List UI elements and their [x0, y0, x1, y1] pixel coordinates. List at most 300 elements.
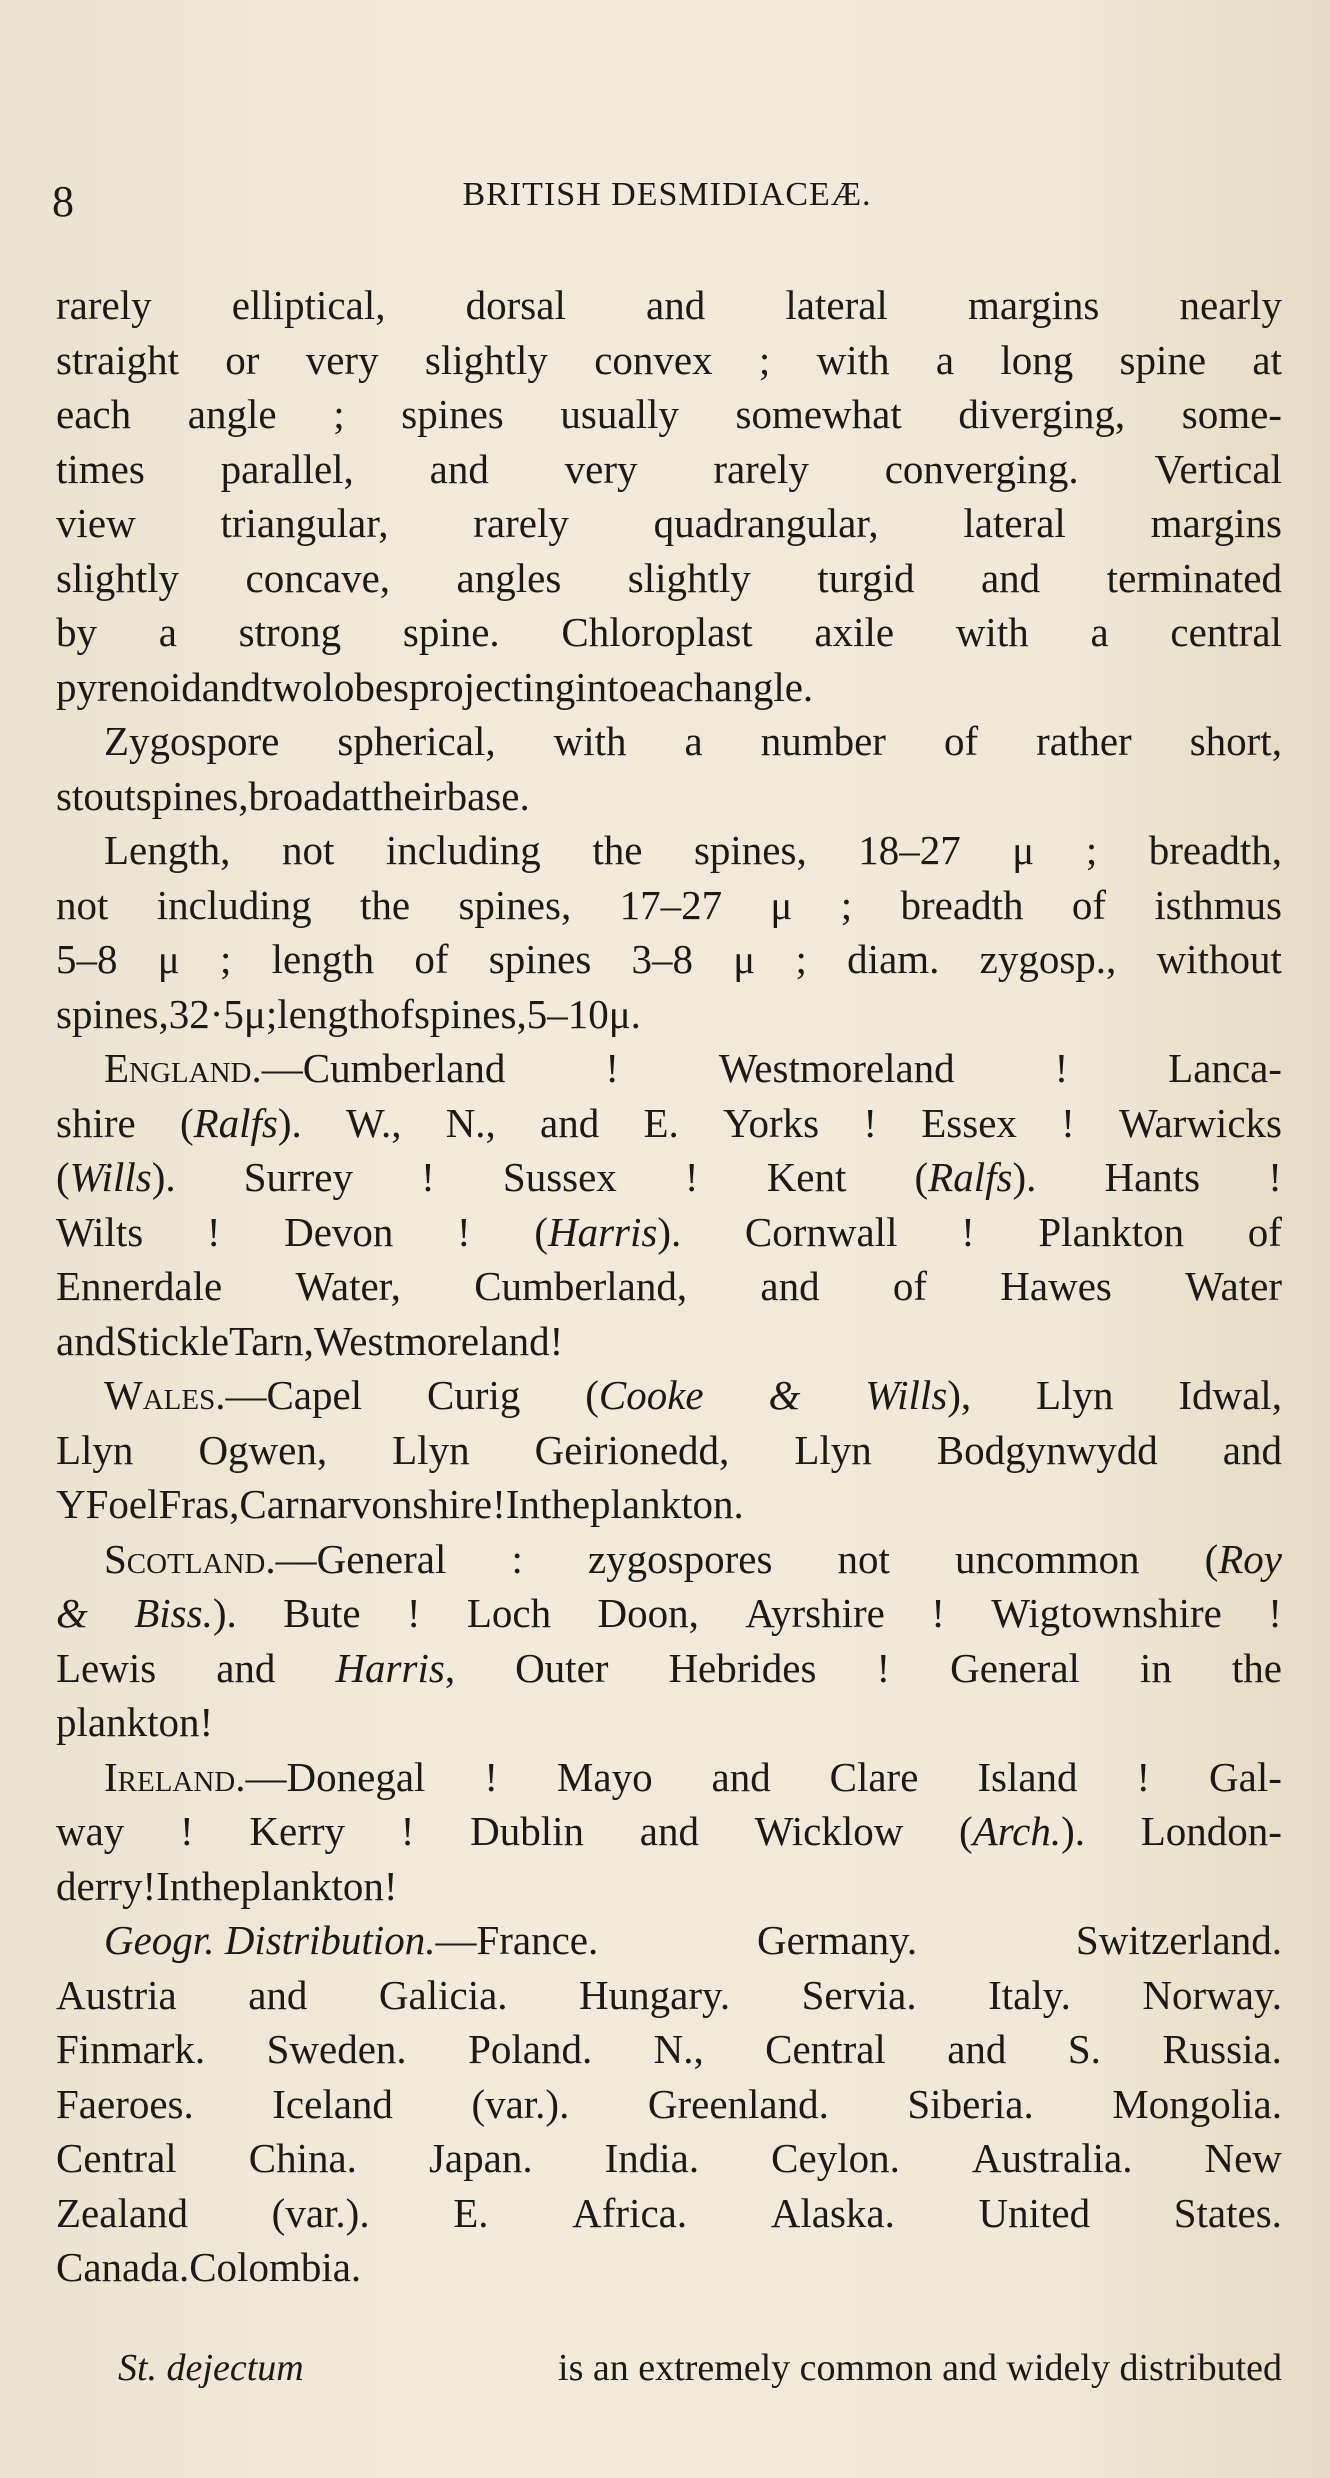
word: slightly: [424, 336, 548, 383]
word: Bute: [283, 1590, 361, 1636]
text-line: [56, 932, 1282, 987]
word: of: [1071, 881, 1106, 928]
section-heading: Geogr. Distribution.: [104, 1917, 436, 1963]
word: by: [56, 609, 97, 655]
word: of: [1247, 1208, 1282, 1255]
word: Hungary.: [579, 1971, 731, 2018]
word: lobes: [322, 663, 409, 710]
word: &: [768, 1372, 801, 1418]
word: base.: [446, 772, 530, 819]
word: Llyn: [392, 1426, 470, 1473]
word: General: [950, 1644, 1080, 1691]
word: Chloroplast: [561, 609, 753, 655]
word: angle: [187, 391, 277, 437]
word: !: [142, 1862, 157, 1909]
word: E.: [453, 2189, 489, 2236]
word: Australia.: [971, 2135, 1133, 2181]
word: rarely: [473, 500, 569, 546]
word: zygosp.,: [979, 936, 1117, 982]
word: in: [1139, 1644, 1172, 1691]
text-line: [56, 1586, 1282, 1641]
text-line: [56, 2240, 1282, 2295]
text-line: [56, 987, 1282, 1042]
word: Galicia.: [378, 1971, 508, 2018]
word: (Wills).: [56, 1154, 176, 1200]
word: ;: [840, 881, 853, 928]
section-heading: Scotland.: [104, 1535, 276, 1582]
word: zygospores: [587, 1535, 773, 1582]
word: Mayo: [556, 1753, 653, 1800]
word: of: [379, 990, 414, 1037]
word: Water,: [295, 1263, 401, 1309]
word: and: [1222, 1426, 1282, 1473]
word: spines: [488, 936, 592, 982]
word: some-: [1181, 391, 1282, 437]
heading-group: [104, 1913, 598, 1968]
word: Iceland: [272, 2080, 393, 2127]
word: μ: [243, 990, 266, 1037]
word: (Arch.).: [959, 1808, 1086, 1854]
word: Finmark.: [56, 2026, 206, 2072]
section-heading: Ireland.: [104, 1753, 246, 1800]
text-line: [56, 1368, 1282, 1423]
word: rarely: [713, 445, 809, 492]
word: N.,: [445, 1099, 496, 1146]
word: not: [56, 881, 109, 928]
word: diverging,: [958, 391, 1126, 437]
text-line: [56, 769, 1282, 824]
word: Warwicks: [1119, 1099, 1282, 1146]
word: Canada.: [56, 2244, 190, 2290]
paragraph-ireland: [56, 1750, 1282, 1914]
heading-group: [104, 1532, 446, 1587]
word: Greenland.: [647, 2080, 829, 2127]
word: and: [947, 2026, 1007, 2072]
word: In: [156, 1862, 191, 1909]
word: the: [360, 881, 411, 928]
word: Foel: [85, 1481, 159, 1527]
word: and: [646, 282, 706, 328]
word: Wicklow: [754, 1808, 904, 1854]
word: !: [876, 1644, 891, 1691]
word: Harris,: [335, 1644, 456, 1691]
word: lateral: [785, 282, 888, 328]
word: Wigtownshire: [991, 1590, 1222, 1636]
word: and: [248, 1971, 308, 2018]
text-line: [56, 2022, 1282, 2077]
text-line: [56, 878, 1282, 933]
word: (var.).: [271, 2189, 370, 2236]
word: !: [863, 1099, 878, 1146]
word: —France.: [435, 1917, 599, 1963]
word: and: [540, 1099, 600, 1146]
word: very: [564, 445, 638, 492]
word: Cornwall: [744, 1208, 898, 1255]
word: India.: [604, 2135, 700, 2181]
word: Africa.: [572, 2189, 688, 2236]
word: Yorks: [723, 1099, 820, 1146]
text-line: [56, 1150, 1282, 1205]
word: !: [383, 1862, 398, 1909]
word: Clare: [829, 1753, 919, 1800]
word: Sweden.: [266, 2026, 407, 2072]
word: spines,: [56, 990, 169, 1037]
text-line: [56, 1695, 1282, 1750]
word: of: [892, 1263, 928, 1309]
word: Central: [56, 2135, 177, 2181]
word: breadth,: [1148, 827, 1282, 873]
word: spherical,: [337, 718, 496, 764]
word: !: [180, 1808, 194, 1854]
word: length: [277, 990, 380, 1037]
word: Italy.: [988, 1971, 1071, 2018]
word: Sussex: [502, 1154, 617, 1200]
word: Norway.: [1142, 1971, 1282, 2018]
word: Zealand: [56, 2189, 189, 2236]
word: spines,: [458, 881, 572, 928]
word: !: [931, 1590, 945, 1636]
word: or: [225, 336, 260, 383]
word: Surrey: [243, 1154, 354, 1200]
running-title: BRITISH DESMIDIACEÆ.: [462, 176, 872, 213]
word: (Roy: [1204, 1535, 1282, 1582]
word: length: [271, 936, 375, 982]
text-line: [56, 1423, 1282, 1478]
word: angle.: [714, 663, 814, 710]
word: triangular,: [220, 500, 389, 546]
word: pyrenoid: [56, 663, 202, 710]
word: !: [406, 1590, 421, 1636]
word: projecting: [409, 663, 576, 710]
word: nearly: [1179, 282, 1282, 328]
word: E.: [643, 1099, 679, 1146]
paragraph-distribution: [56, 1913, 1282, 2295]
word: !: [961, 1208, 975, 1255]
word: Hebrides: [668, 1644, 817, 1691]
word: !: [484, 1753, 498, 1800]
word: dorsal: [465, 282, 566, 328]
section-heading: England.: [104, 1045, 262, 1091]
text-line: [56, 1804, 1282, 1859]
word: a: [684, 718, 703, 764]
word: Island: [977, 1753, 1078, 1800]
word: angles: [456, 554, 562, 601]
word: a: [1090, 609, 1109, 655]
word: Ogwen,: [198, 1426, 328, 1473]
word: converging.: [884, 445, 1079, 492]
word: W.,: [346, 1099, 402, 1146]
word: !: [1061, 1099, 1075, 1146]
text-line: [56, 551, 1282, 606]
word: spine: [1119, 336, 1207, 383]
species-name: St. dejectum: [118, 2347, 304, 2389]
word: isthmus: [1154, 881, 1282, 928]
text-line: [56, 1205, 1282, 1260]
word: and: [760, 1263, 820, 1309]
word: —Capel: [225, 1372, 363, 1418]
word: Y: [56, 1481, 86, 1527]
trailing-text: is an extremely common and widely distributed: [558, 2347, 1282, 2389]
word: Westmoreland: [313, 1317, 550, 1364]
word: (Harris).: [534, 1208, 682, 1255]
word: Westmoreland: [718, 1045, 955, 1091]
word: !: [400, 1808, 415, 1854]
word: &: [56, 1590, 88, 1636]
word: Geirionedd,: [534, 1426, 730, 1473]
word: Ayrshire: [745, 1590, 885, 1636]
word: the: [592, 827, 643, 873]
word: (Ralfs).: [914, 1154, 1037, 1200]
word: !: [457, 1208, 471, 1255]
word: lateral: [963, 500, 1066, 546]
word: rather: [1036, 718, 1132, 764]
text-line: [56, 1041, 1282, 1096]
word: shire: [56, 1099, 136, 1146]
text-line: [56, 2077, 1282, 2132]
text-line: [56, 605, 1282, 660]
word: without: [1156, 936, 1282, 982]
word: Mongolia.: [1112, 2080, 1282, 2127]
word: Lewis: [56, 1644, 157, 1691]
word: !: [549, 1317, 564, 1364]
word: breadth: [900, 881, 1024, 928]
word: concave,: [245, 554, 391, 601]
word: straight: [56, 336, 179, 383]
word: —Cumberland: [261, 1045, 506, 1091]
word: !: [1268, 1154, 1282, 1200]
word: μ: [733, 936, 756, 982]
word: In: [505, 1481, 540, 1527]
word: the: [1231, 1644, 1282, 1691]
word: and: [639, 1808, 699, 1854]
word: Faeroes.: [56, 2080, 194, 2127]
word: spines,: [693, 827, 807, 873]
word: Loch: [466, 1590, 552, 1636]
word: N.,: [653, 2026, 704, 2072]
text-line: [56, 1913, 1282, 1968]
word: Water: [1185, 1263, 1282, 1309]
word: Biss.).: [134, 1590, 237, 1636]
word: 5–10: [526, 990, 609, 1037]
text-line: [56, 1314, 1282, 1369]
word: spines,: [413, 990, 527, 1037]
word: stout: [56, 772, 136, 819]
text-line: [56, 714, 1282, 769]
word: margins: [1150, 500, 1282, 546]
word: Wilts: [56, 1208, 144, 1255]
word: long: [1000, 336, 1074, 383]
text-line: [56, 823, 1282, 878]
word: New: [1204, 2135, 1282, 2181]
word: Kent: [766, 1154, 847, 1200]
word: with: [955, 609, 1029, 655]
word: derry: [56, 1862, 143, 1909]
text-line: [56, 660, 1282, 715]
word: !: [421, 1154, 435, 1200]
word: and: [711, 1753, 771, 1800]
word: slightly: [56, 554, 180, 601]
word: 3–8: [631, 936, 694, 982]
word: States.: [1173, 2189, 1282, 2236]
text-line: [56, 1532, 1282, 1587]
word: Siberia.: [907, 2080, 1034, 2127]
word: a: [935, 336, 955, 383]
word: terminated: [1106, 554, 1282, 601]
word: ;: [758, 336, 771, 383]
word: Colombia.: [189, 2244, 362, 2290]
word: Plankton: [1038, 1208, 1185, 1255]
word: China.: [248, 2135, 357, 2181]
word: and: [56, 1317, 116, 1364]
word: somewhat: [735, 391, 902, 437]
word: ;: [1085, 827, 1098, 873]
word: a: [158, 609, 177, 655]
word: !: [1054, 1045, 1069, 1091]
word: μ: [157, 936, 180, 982]
word: two: [260, 663, 323, 710]
word: !: [1268, 1590, 1282, 1636]
word: Essex: [921, 1099, 1017, 1146]
word: Vertical: [1154, 445, 1282, 492]
word: Devon: [284, 1208, 394, 1255]
paragraph-zygospore: [56, 714, 1282, 823]
word: axile: [814, 609, 895, 655]
word: Dublin: [470, 1808, 585, 1854]
word: not: [837, 1535, 890, 1582]
word: with: [553, 718, 627, 764]
word: Lanca-: [1168, 1045, 1282, 1091]
word: 18–27: [858, 827, 961, 873]
text-line: [56, 496, 1282, 551]
word: μ: [770, 881, 793, 928]
text-line: [56, 1859, 1282, 1914]
word: Austria: [56, 1971, 177, 2018]
word: times: [56, 445, 145, 492]
word: Wills),: [865, 1372, 972, 1418]
word: and: [216, 1644, 276, 1691]
heading-group: [104, 1041, 505, 1096]
word: Ennerdale: [56, 1263, 223, 1309]
text-line: [56, 1641, 1282, 1696]
word: Llyn: [1036, 1372, 1114, 1418]
word: ;: [265, 990, 278, 1037]
text-line: [56, 387, 1282, 442]
word: Outer: [515, 1644, 609, 1691]
word: their: [371, 772, 447, 819]
word: (var.).: [471, 2080, 570, 2127]
word: Central: [765, 2026, 886, 2072]
word: Germany.: [757, 1917, 918, 1963]
word: Tarn,: [229, 1317, 314, 1364]
word: and: [201, 663, 261, 710]
word: view: [56, 500, 136, 546]
word: at: [341, 772, 372, 819]
text-line: [56, 1750, 1282, 1805]
word: Hants: [1104, 1154, 1201, 1200]
word: of: [414, 936, 449, 982]
word: :: [511, 1535, 523, 1582]
word: Japan.: [428, 2135, 533, 2181]
word: !: [605, 1045, 619, 1091]
word: spines: [401, 391, 504, 437]
word: !: [199, 1699, 214, 1745]
word: ;: [795, 936, 807, 982]
word: ;: [333, 391, 345, 437]
word: !: [684, 1154, 699, 1200]
word: and: [429, 445, 489, 492]
word: not: [281, 827, 335, 873]
word: including: [156, 881, 312, 928]
word: turgid: [817, 554, 915, 601]
text-line: [56, 333, 1282, 388]
word: spine.: [402, 609, 500, 655]
text-line: [56, 1968, 1282, 2023]
word: !: [1136, 1753, 1151, 1800]
word: Fras,: [158, 1481, 240, 1527]
word: Kerry: [249, 1808, 346, 1854]
paragraph-description: [56, 278, 1282, 714]
paragraph-england: [56, 1041, 1282, 1368]
word: Alaska.: [770, 2189, 895, 2236]
word: slightly: [627, 554, 751, 601]
paragraph-wales: [56, 1368, 1282, 1532]
word: usually: [560, 391, 679, 437]
word: 32·5: [168, 990, 244, 1037]
text-line: [56, 2186, 1282, 2241]
word: Doon,: [597, 1590, 699, 1636]
page-header: [52, 168, 1282, 228]
word: each: [56, 391, 132, 437]
word: the: [539, 1481, 591, 1527]
word: the: [190, 1862, 241, 1909]
paragraph-measurements: [56, 823, 1282, 1041]
word: Russia.: [1162, 2026, 1282, 2072]
word: plankton.: [590, 1481, 744, 1527]
word: margins: [967, 282, 1100, 328]
word: Gal-: [1209, 1753, 1282, 1800]
word: very: [305, 336, 379, 383]
word: number: [760, 718, 886, 764]
word: way: [56, 1808, 125, 1854]
trailing-sentence: [118, 2338, 1282, 2398]
word: !: [206, 1208, 221, 1255]
page-number: 8: [52, 177, 74, 226]
paragraph-scotland: [56, 1532, 1282, 1750]
word: ;: [219, 936, 232, 982]
word: United: [978, 2189, 1091, 2236]
word: 5–8: [56, 936, 118, 982]
word: Servia.: [801, 1971, 917, 2018]
word: London-: [1140, 1808, 1282, 1854]
word: Curig: [426, 1372, 521, 1418]
word: strong: [238, 609, 342, 655]
word: quadrangular,: [653, 500, 879, 546]
word: diam.: [847, 936, 940, 982]
word: S.: [1067, 2026, 1101, 2072]
word: uncommon: [955, 1535, 1140, 1582]
word: Switzerland.: [1075, 1917, 1282, 1963]
word: including: [385, 827, 541, 873]
text-line: [56, 1259, 1282, 1314]
word: Ceylon.: [771, 2135, 900, 2181]
text-line: [56, 442, 1282, 497]
word: elliptical,: [231, 282, 386, 328]
word: spines,: [135, 772, 249, 819]
word: Stickle: [115, 1317, 230, 1364]
word: Llyn: [56, 1426, 134, 1473]
heading-group: [104, 1750, 425, 1805]
body-text: [56, 278, 1282, 2295]
